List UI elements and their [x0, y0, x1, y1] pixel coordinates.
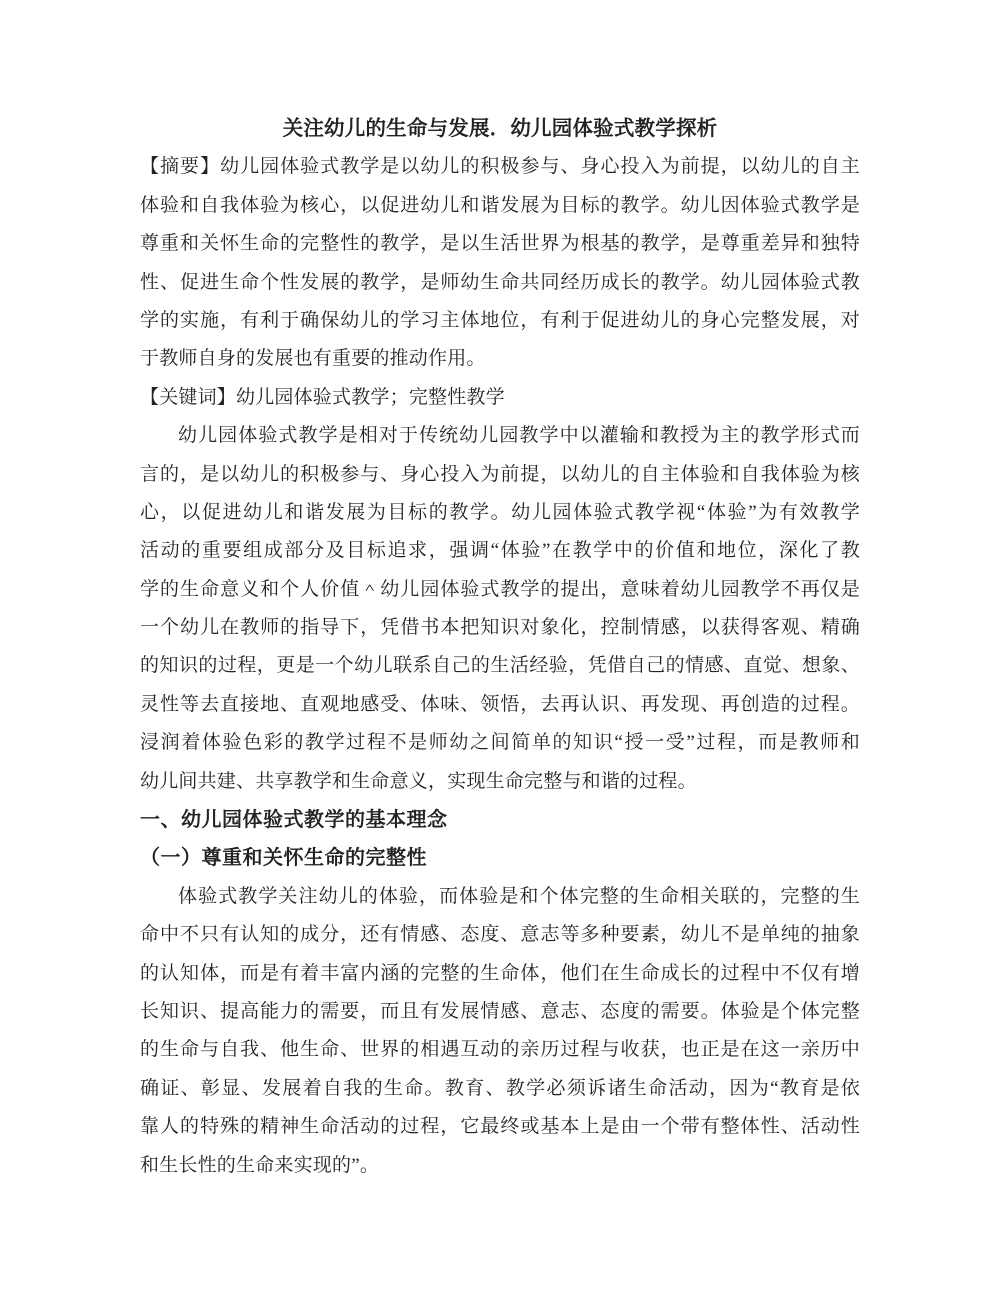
body-line: 言的，是以幼儿的积极参与、身心投入为前提，以幼儿的自主体验和自我体验为核 [140, 463, 860, 485]
body-line: 浸润着体验色彩的教学过程不是师幼之间简单的知识“授一受”过程，而是教师和 [140, 732, 860, 754]
body-line: 命中不只有认知的成分，还有情感、态度、意志等多种要素，幼儿不是单纯的抽象 [140, 924, 860, 946]
subsection-heading: （一）尊重和关怀生命的完整性 [140, 847, 427, 870]
body-line: 学的生命意义和个人价值＾幼儿园体验式教学的提出，意味着幼儿园教学不再仅是 [140, 578, 860, 600]
body-line: 的生命与自我、他生命、世界的相遇互动的亲历过程与收获，也正是在这一亲历中 [140, 1039, 860, 1061]
keywords-line: 【关键词】幼儿园体验式教学；完整性教学 [140, 386, 505, 408]
body-line: 长知识、提高能力的需要，而且有发展情感、意志、态度的需要。体验是个体完整 [140, 1000, 860, 1022]
body-line: 靠人的特殊的精神生命活动的过程，它最终或基本上是由一个带有整体性、活动性 [140, 1116, 860, 1138]
body-line: 的认知体，而是有着丰富内涵的完整的生命体，他们在生命成长的过程中不仅有增 [140, 962, 860, 984]
body-line: 确证、彰显、发展着自我的生命。教育、教学必须诉诸生命活动，因为“教育是依 [140, 1077, 860, 1099]
body-line: 灵性等去直接地、直观地感受、体味、领悟，去再认识、再发现、再创造的过程。 [140, 693, 860, 715]
body-line: 心，以促进幼儿和谐发展为目标的教学。幼儿园体验式教学视“体验”为有效教学 [140, 501, 860, 523]
body-line: 幼儿间共建、共享教学和生命意义，实现生命完整与和谐的过程。 [140, 770, 697, 792]
body-line: 幼儿园体验式教学是相对于传统幼儿园教学中以灌输和教授为主的教学形式而 [178, 425, 860, 447]
abstract-line: 性、促进生命个性发展的教学，是师幼生命共同经历成长的教学。幼儿园体验式教 [140, 271, 860, 293]
abstract-line: 于教师自身的发展也有重要的推动作用。 [140, 348, 486, 370]
document-title: 关注幼儿的生命与发展．幼儿园体验式教学探析 [282, 118, 718, 140]
abstract-line: 学的实施，有利于确保幼儿的学习主体地位，有利于促进幼儿的身心完整发展，对 [140, 309, 860, 331]
body-line: 活动的重要组成部分及目标追求，强调“体验”在教学中的价值和地位，深化了教 [140, 540, 860, 562]
body-line: 一个幼儿在教师的指导下，凭借书本把知识对象化，控制情感，以获得客观、精确 [140, 617, 860, 639]
abstract-line: 尊重和关怀生命的完整性的教学，是以生活世界为根基的教学，是尊重差异和独特 [140, 233, 860, 255]
body-line: 的知识的过程，更是一个幼儿联系自己的生活经验，凭借自己的情感、直觉、想象、 [140, 655, 860, 677]
body-line: 体验式教学关注幼儿的体验，而体验是和个体完整的生命相关联的，完整的生 [178, 885, 860, 907]
body-line: 和生长性的生命来实现的”。 [140, 1154, 380, 1176]
abstract-line: 【摘要】幼儿园体验式教学是以幼儿的积极参与、身心投入为前提，以幼儿的自主 [140, 156, 860, 178]
section-heading: 一、幼儿园体验式教学的基本理念 [140, 809, 448, 832]
abstract-line: 体验和自我体验为核心，以促进幼儿和谐发展为目标的教学。幼儿因体验式教学是 [140, 194, 860, 216]
